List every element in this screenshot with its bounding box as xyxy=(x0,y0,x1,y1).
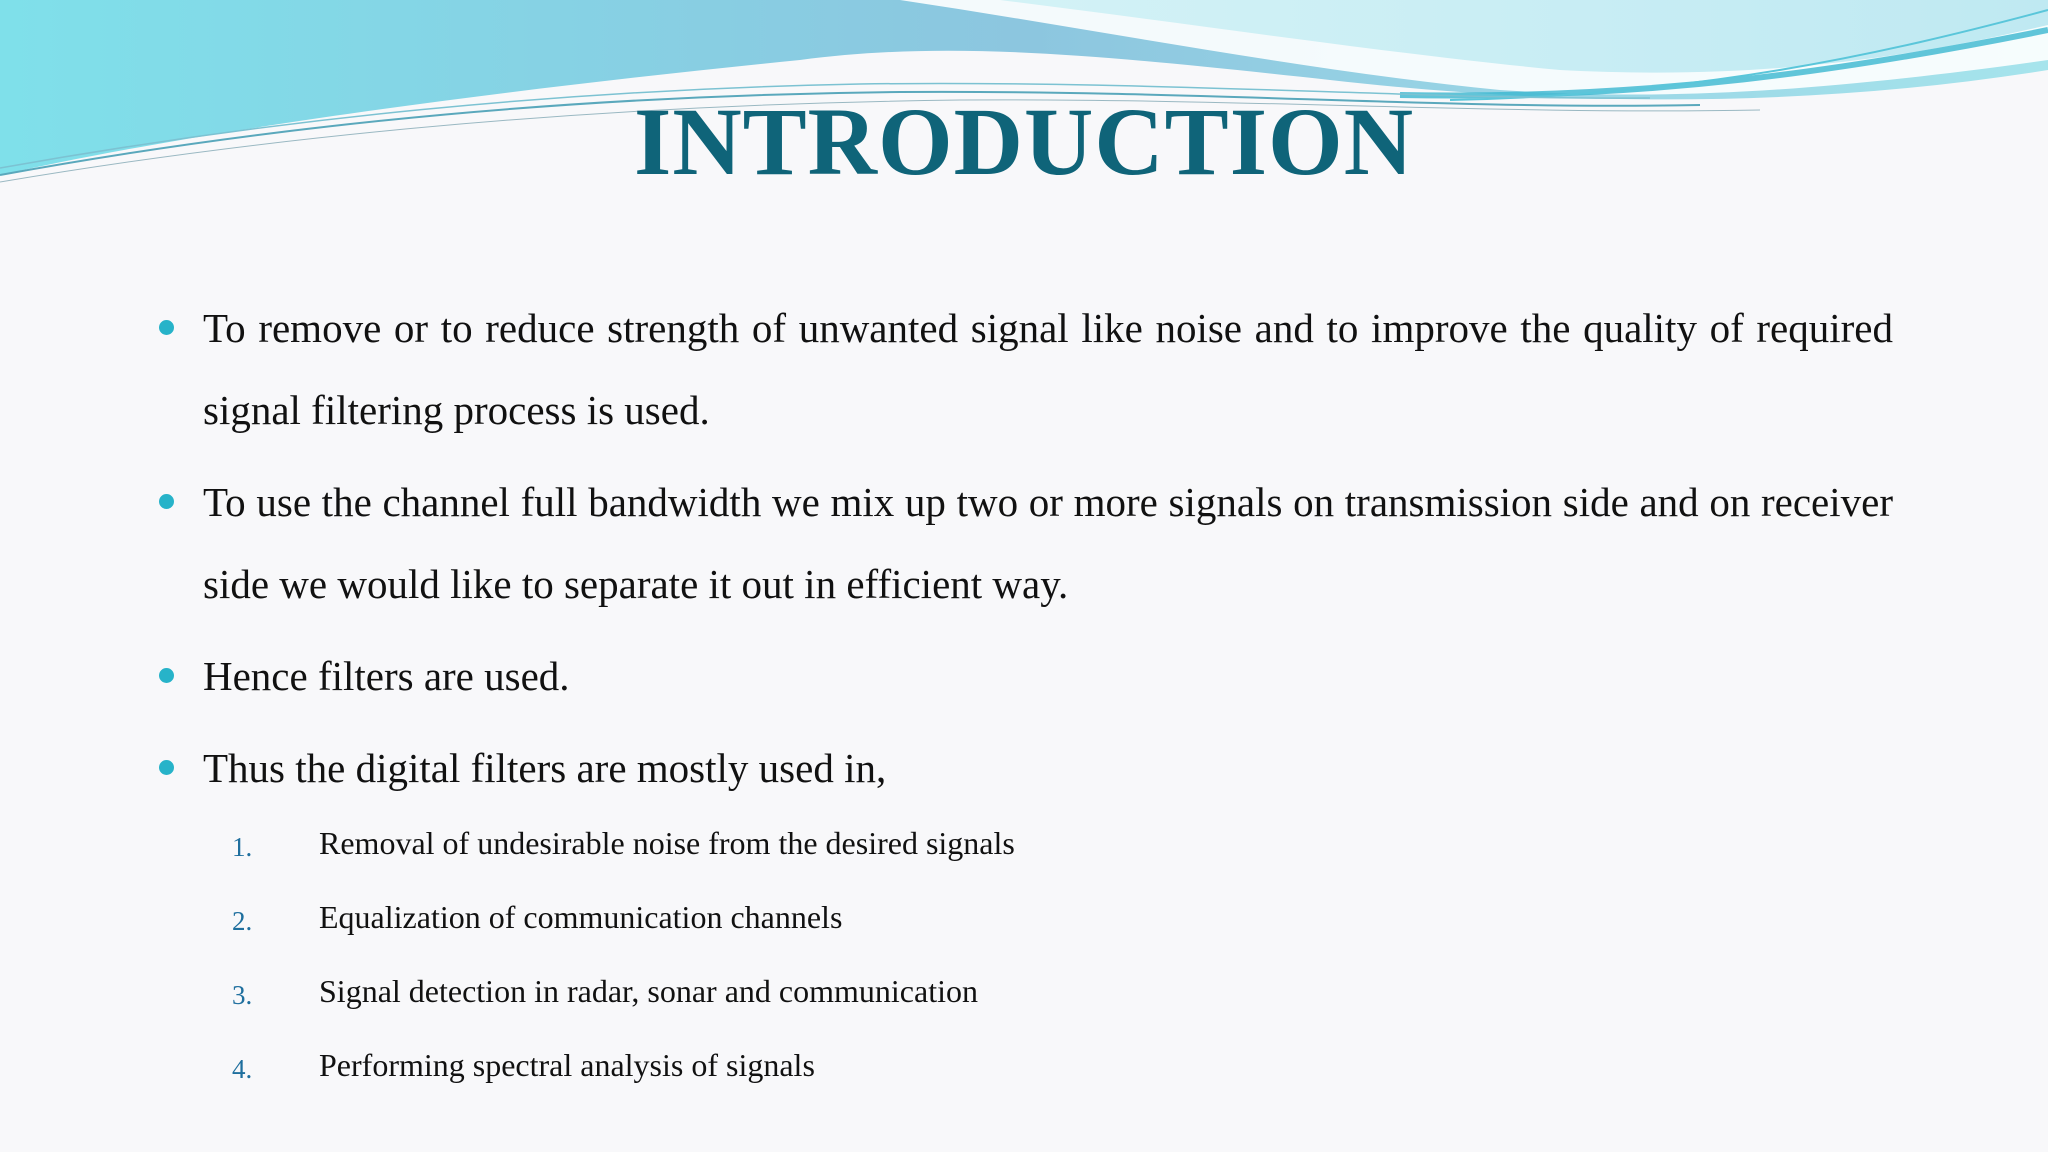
bullet-item xyxy=(159,635,1893,717)
bullet-text: To use the channel full bandwidth we mix up two or more signals on transmission side and on receiver side we would like to separate it out in efficient way. xyxy=(203,479,1893,607)
slide-title: INTRODUCTION xyxy=(633,88,1415,195)
bullet-text: To remove or to reduce strength of unwanted signal like noise and to improve the quality of required signal filtering process is used. xyxy=(203,305,1893,433)
list-number: 4. xyxy=(232,1054,253,1084)
numbered-list-item xyxy=(159,971,1893,1045)
numbered-list-item xyxy=(159,823,1893,897)
slide-content xyxy=(159,287,1893,1119)
numbered-list xyxy=(159,823,1893,1119)
bullet-text: Thus the digital filters are mostly used in, xyxy=(203,745,887,791)
numbered-list-item xyxy=(159,897,1893,971)
list-item-text: Signal detection in radar, sonar and communication xyxy=(319,973,978,1009)
numbered-list-item xyxy=(159,1045,1893,1119)
list-item-text: Performing spectral analysis of signals xyxy=(319,1047,815,1083)
bullet-item xyxy=(159,287,1893,451)
bullet-item xyxy=(159,727,1893,809)
bullet-text: Hence filters are used. xyxy=(203,653,570,699)
list-item-text: Removal of undesirable noise from the desired signals xyxy=(319,825,1015,861)
list-number: 3. xyxy=(232,980,253,1010)
list-number: 2. xyxy=(232,906,253,936)
bullet-item xyxy=(159,461,1893,625)
bullet-dot-icon xyxy=(159,320,174,335)
list-item-text: Equalization of communication channels xyxy=(319,899,843,935)
list-number: 1. xyxy=(232,832,253,862)
bullet-dot-icon xyxy=(159,668,174,683)
bullet-dot-icon xyxy=(159,494,174,509)
bullet-dot-icon xyxy=(159,760,174,775)
